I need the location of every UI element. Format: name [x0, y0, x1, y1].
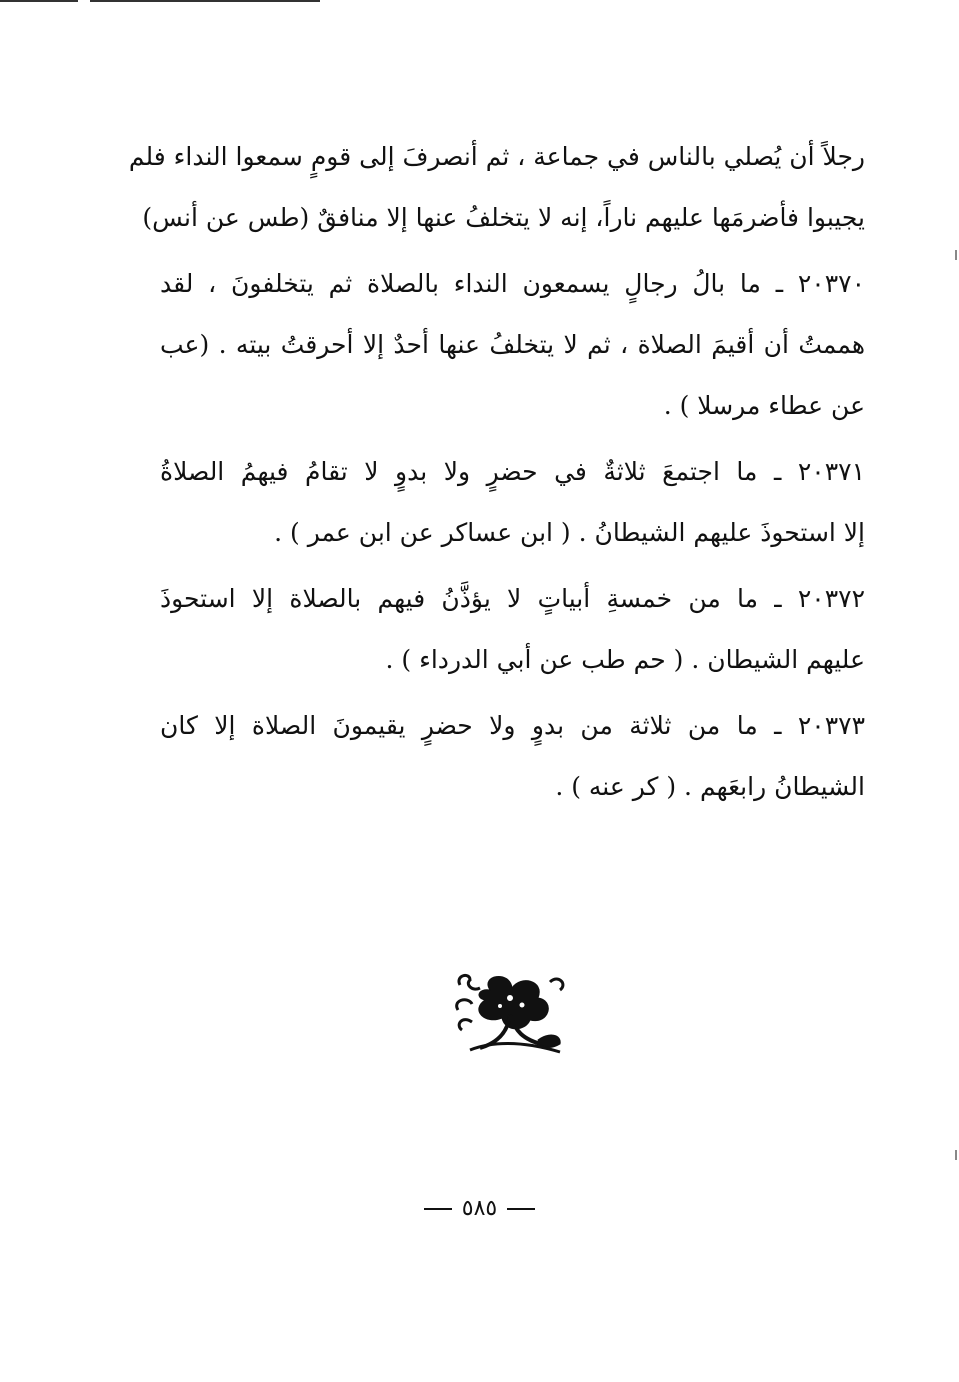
page-number: ٥٨٥: [461, 1196, 498, 1221]
top-rule-left: [0, 0, 78, 2]
paragraph: [128, 140, 865, 235]
text-line: ٢٠٣٧١ ـ ما اجتمعَ ثلاثةٌ في حضرٍ ولا بدوٍ لا تقامُ فيهمُ الصلاةُ: [160, 457, 865, 486]
page-footer: [0, 1196, 959, 1221]
page-body: [128, 140, 865, 836]
text-line: ٢٠٣٧٢ ـ ما من خمسةِ أبياتٍ لا يؤذَّنُ فيهم بالصلاة إلا استحوذَ: [160, 584, 865, 613]
text-line: رجلاً أن يُصلي بالناس في جماعة ، ثم أنصرفَ إلى قومٍ سمعوا النداء فلم: [128, 142, 865, 171]
edge-mark: [955, 250, 957, 260]
hadith-20371: [160, 455, 865, 550]
hadith-20372: [160, 582, 865, 677]
footer-dash: [507, 1208, 535, 1210]
top-rule-right: [90, 0, 320, 2]
text-line: ٢٠٣٧٣ ـ ما من ثلاثة من بدوٍ ولا حضرٍ يقيمونَ الصلاة إلا كان: [160, 711, 865, 740]
text-line: ٢٠٣٧٠ ـ ما بالُ رجالٍ يسمعون النداء بالصلاة ثم يتخلفونَ ، لقد: [160, 269, 865, 298]
footer-dash: [424, 1208, 452, 1210]
text-line: عليهم الشيطان . ( حم طب عن أبي الدرداء ) .: [385, 645, 865, 674]
edge-mark: [955, 1150, 957, 1160]
text-line: الشيطانُ رابعَهم . ( كر عنه ) .: [555, 772, 865, 801]
floral-ornament-icon: [450, 970, 570, 1060]
text-line: عن عطاء مرسلا ) .: [663, 391, 865, 420]
text-line: هممتُ أن أقيمَ الصلاة ، ثم لا يتخلفُ عنها أحدٌ إلا أحرقتُ بيته . (عب: [160, 330, 865, 359]
hadith-20373: [160, 709, 865, 804]
hadith-20370: [160, 267, 865, 423]
text-line: يجيبوا فأضرمَها عليهم ناراً، إنه لا يتخلفُ عنها إلا منافقٌ (طس عن أنس): [142, 203, 865, 232]
text-line: إلا استحوذَ عليهم الشيطانُ . ( ابن عساكر عن ابن عمر ) .: [274, 518, 865, 547]
